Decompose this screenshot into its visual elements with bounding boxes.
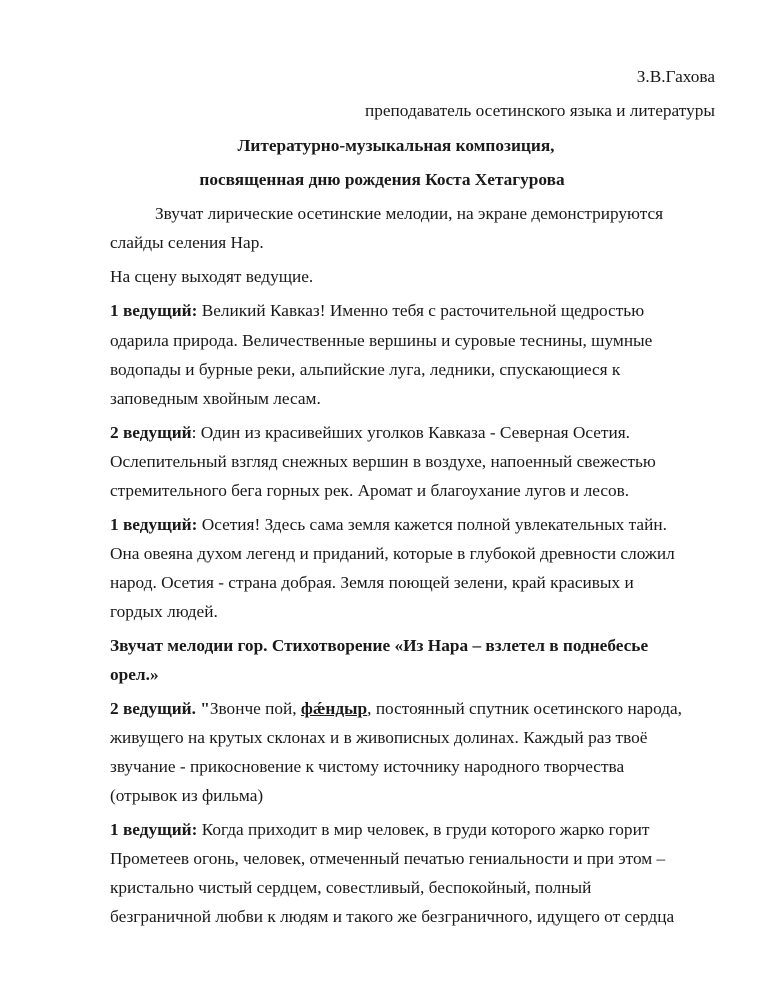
paragraph-1-line-1 (110, 301, 644, 321)
paragraph-6-line-2: Прометеев огонь, человек, отмеченный печатью гениальности и при этом – (110, 849, 666, 868)
paragraph-5-line-1 (110, 699, 682, 719)
title-line-2: посвященная дню рождения Коста Хетагурова (199, 170, 565, 189)
speaker-label: 1 ведущий: (110, 515, 198, 534)
paragraph-text: Осетия! Здесь сама земля кажется полной увлекательных тайн. (197, 515, 667, 534)
paragraph-5-line-4: (отрывок из фильма) (110, 786, 264, 805)
paragraph-6-line-1 (110, 820, 649, 840)
paragraph-2-line-2: Ослепительный взгляд снежных вершин в воздухе, напоенный свежестью (110, 452, 656, 471)
title-line-1: Литературно-музыкальная композиция, (237, 136, 555, 155)
paragraph-6-line-4: безграничной любви к людям и такого же безграничного, идущего от сердца (110, 907, 675, 926)
author-name: З.В.Гахова (636, 67, 715, 86)
intro-line-1: Звучат лирические осетинские мелодии, на экране демонстрируются (155, 204, 664, 223)
paragraph-5-line-3: звучание - прикосновение к чистому источнику народного творчества (110, 757, 625, 776)
instrument-word: фǽндыр (300, 699, 368, 718)
stage-direction-line-2: орел.» (110, 665, 159, 684)
speaker-label: 2 ведущий. " (110, 699, 210, 718)
paragraph-3-line-2: Она овеяна духом легенд и приданий, которые в глубокой древности сложил (110, 544, 675, 563)
paragraph-2-line-3: стремительного бега горных рек. Аромат и благоухание лугов и лесов. (110, 481, 630, 500)
intro-line-2: слайды селения Нар. (110, 233, 264, 252)
speaker-label: 1 ведущий: (110, 301, 198, 320)
paragraph-3-line-4: гордых людей. (110, 602, 218, 621)
paragraph-2-line-1 (110, 423, 630, 443)
paragraph-3-line-3: народ. Осетия - страна добрая. Земля поющей зелени, край красивых и (110, 573, 634, 592)
paragraph-text: Звонче пой, (209, 699, 301, 718)
speaker-label: 1 ведущий: (110, 820, 198, 839)
paragraph-text: Великий Кавказ! Именно тебя с расточительной щедростью (197, 301, 645, 320)
paragraph-text: : Один из красивейших уголков Кавказа - Северная Осетия. (191, 423, 630, 442)
author-position: преподаватель осетинского языка и литературы (365, 101, 715, 120)
paragraph-3-line-1 (110, 515, 667, 535)
paragraph-1-line-4: заповедным хвойным лесам. (110, 389, 321, 408)
paragraph-6-line-3: кристально чистый сердцем, совестливый, беспокойный, полный (110, 878, 592, 897)
paragraph-5-line-2: живущего на крутых склонах и в живописных долинах. Каждый раз твоё (110, 728, 648, 747)
intro-line-3: На сцену выходят ведущие. (110, 267, 314, 286)
paragraph-text: , постоянный спутник осетинского народа, (367, 699, 682, 718)
paragraph-1-line-3: водопады и бурные реки, альпийские луга, ледники, спускающиеся к (110, 360, 621, 379)
paragraph-text: Когда приходит в мир человек, в груди которого жарко горит (197, 820, 650, 839)
stage-direction-line-1: Звучат мелодии гор. Стихотворение «Из Нара – взлетел в поднебесье (110, 636, 649, 655)
paragraph-1-line-2: одарила природа. Величественные вершины и суровые теснины, шумные (110, 331, 653, 350)
speaker-label: 2 ведущий (110, 423, 192, 442)
